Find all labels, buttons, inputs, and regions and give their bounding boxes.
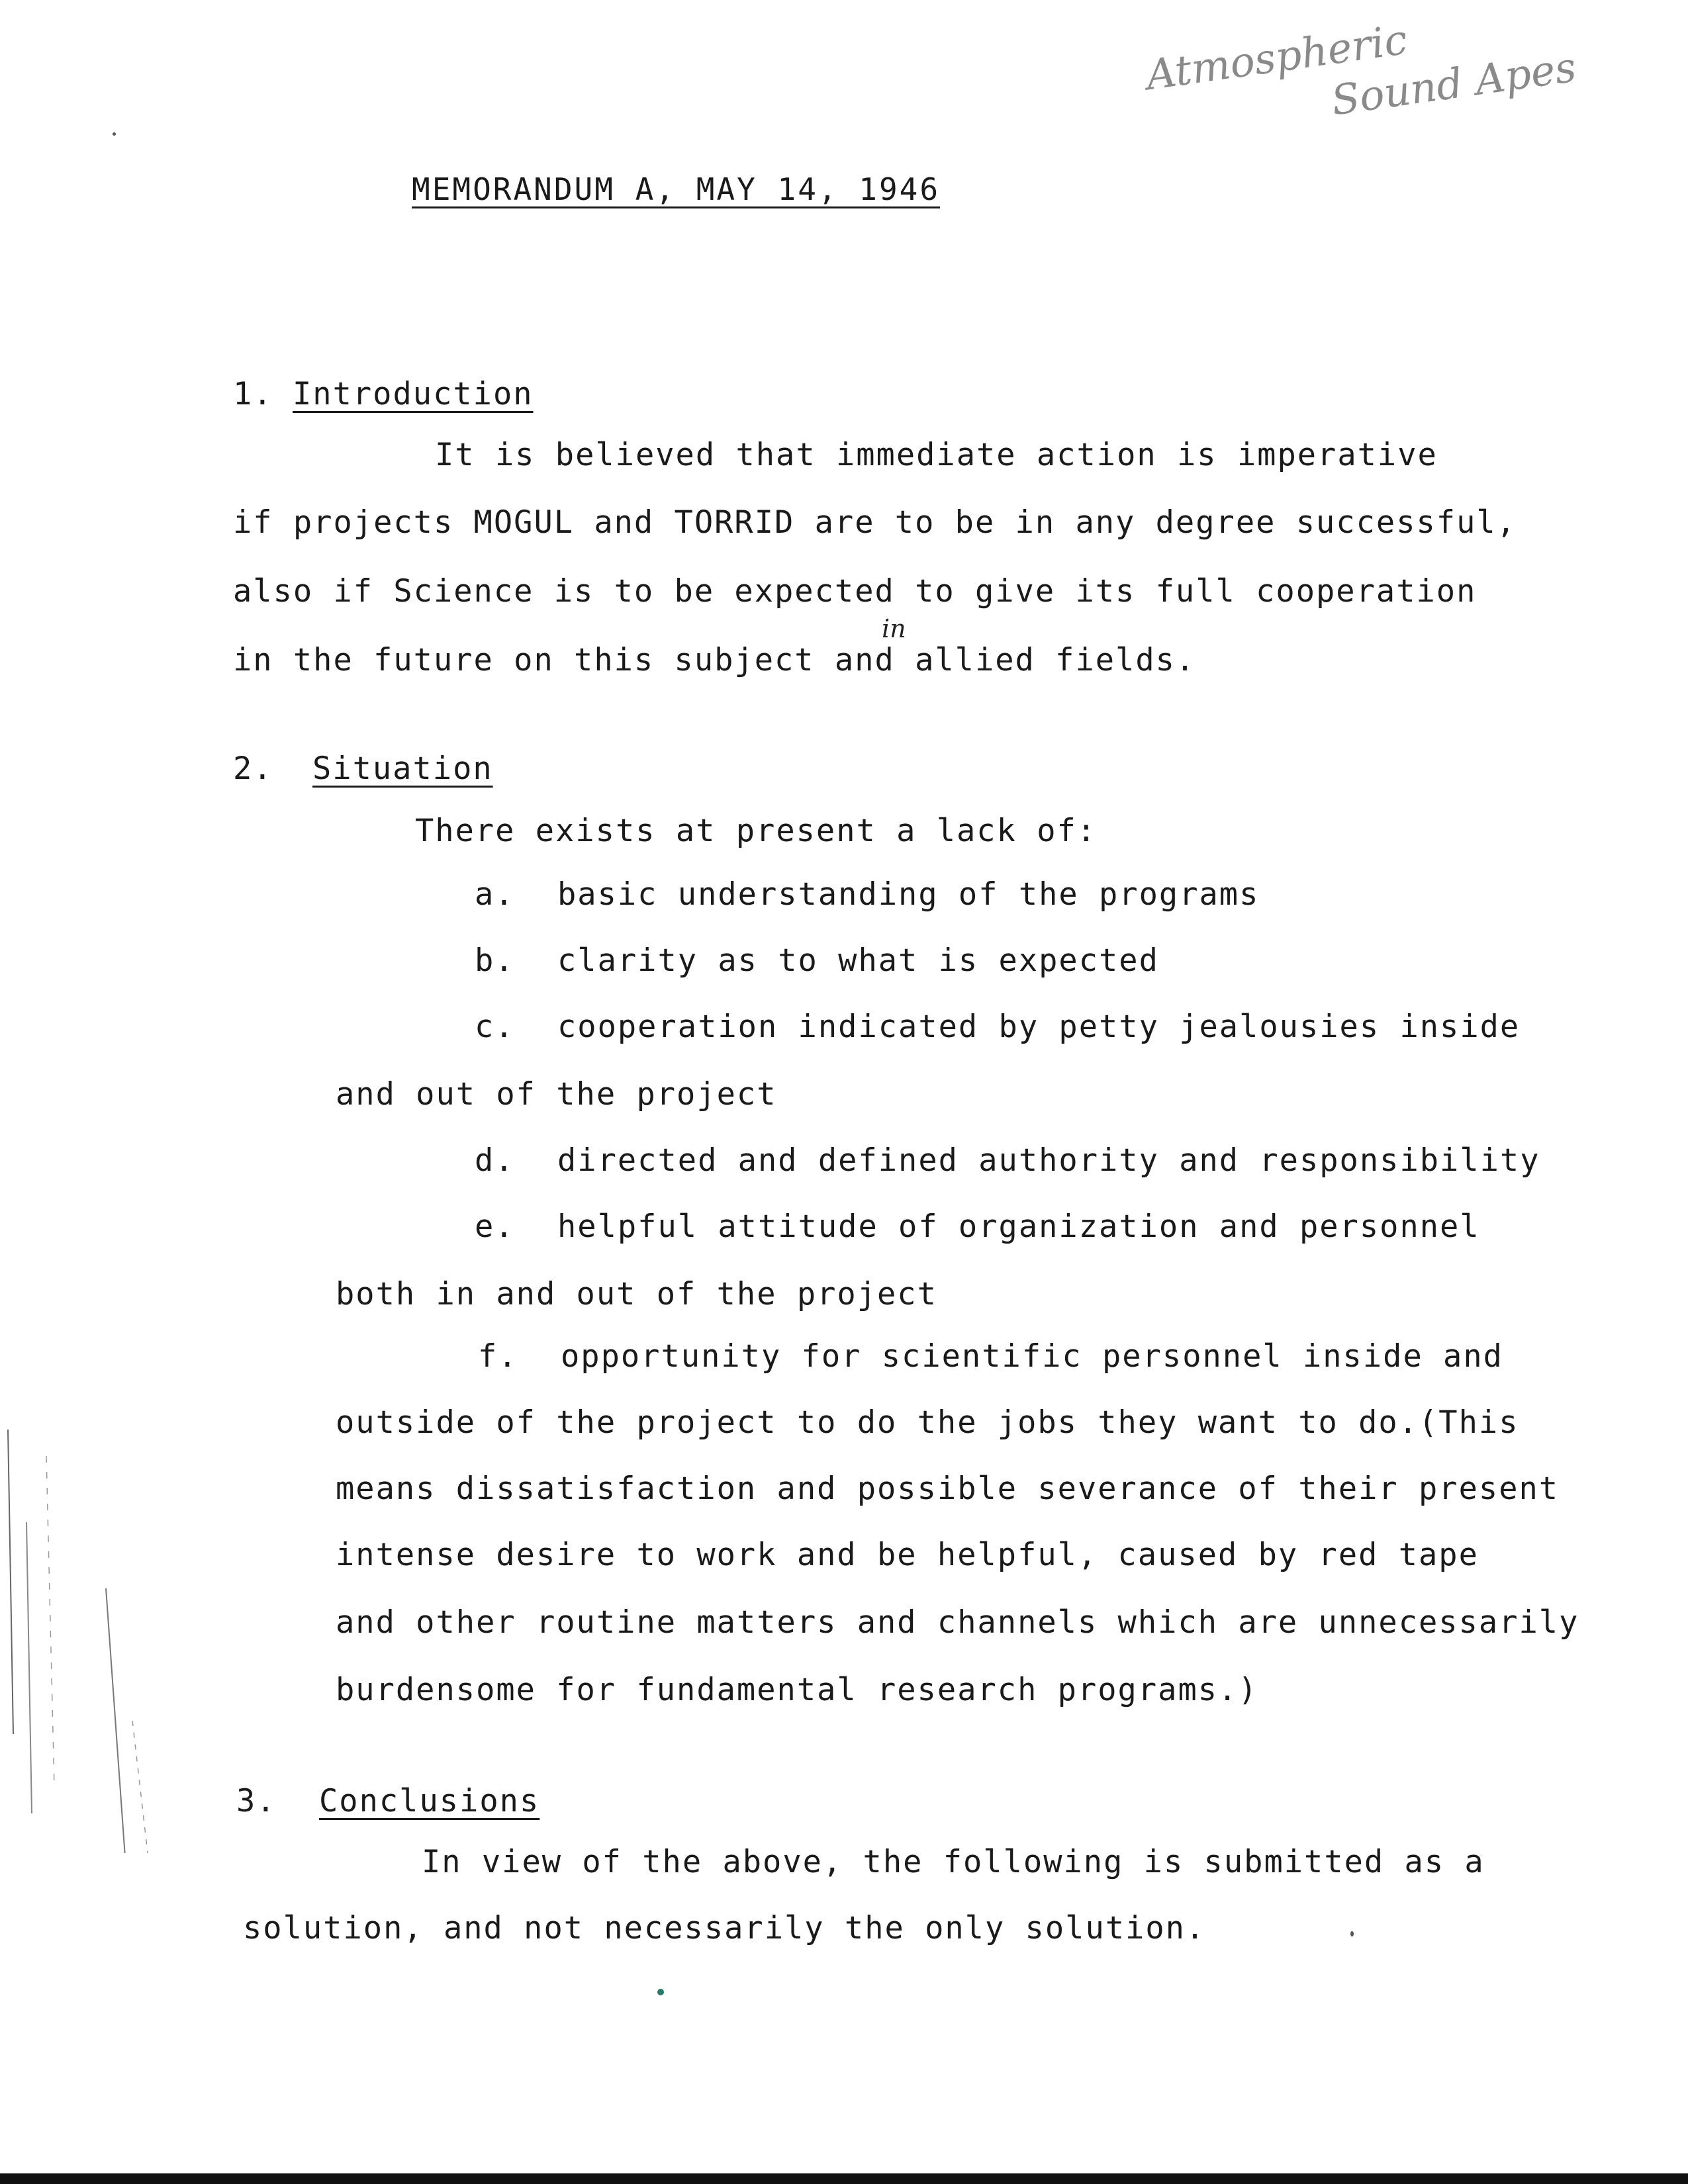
item-c-line-1: cooperation indicated by petty jealousies inside	[557, 1009, 1521, 1045]
section-1-number: 1.	[233, 376, 273, 412]
scan-speck	[657, 1989, 664, 1995]
scan-speck	[113, 132, 116, 136]
item-a-line-1: basic understanding of the programs	[557, 876, 1260, 913]
left-edge-scan-marks	[0, 1390, 172, 1853]
item-f-line-2: outside of the project to do the jobs they want to do.(This	[336, 1404, 1519, 1441]
item-f-line-6: burdensome for fundamental research programs.)	[336, 1672, 1258, 1708]
item-d-label: d.	[475, 1142, 515, 1179]
item-b-label: b.	[475, 942, 515, 979]
section-3-line-1: In view of the above, the following is submitted as a	[422, 1844, 1485, 1880]
item-c-label: c.	[475, 1009, 515, 1045]
item-f-label: f.	[478, 1338, 518, 1375]
insertion-mark: in	[882, 614, 906, 643]
section-1-heading: Introduction	[293, 376, 534, 412]
scan-speck	[1350, 1931, 1354, 1936]
item-f-line-4: intense desire to work and be helpful, caused by red tape	[336, 1537, 1479, 1573]
section-3-number: 3.	[236, 1783, 277, 1819]
section-1-line-3: also if Science is to be expected to give its full cooperation	[233, 573, 1477, 610]
item-e-label: e.	[475, 1208, 515, 1245]
item-f-line-3: means dissatisfaction and possible severance of their present	[336, 1471, 1560, 1507]
section-1-line-4: in the future on this subject and allied fields.	[233, 642, 1196, 678]
item-e-line-1: helpful attitude of organization and personnel	[557, 1208, 1480, 1245]
item-b-line-1: clarity as to what is expected	[557, 942, 1159, 979]
section-1-line-2: if projects MOGUL and TORRID are to be in any degree successful,	[233, 504, 1517, 541]
section-2-heading: Situation	[312, 751, 493, 787]
item-c-line-2: and out of the project	[336, 1076, 777, 1113]
section-2-number: 2.	[233, 751, 273, 787]
section-3-line-2: solution, and not necessarily the only solution.	[243, 1910, 1206, 1946]
item-f-line-5: and other routine matters and channels which are unnecessarily	[336, 1604, 1579, 1641]
item-a-label: a.	[475, 876, 515, 913]
section-3-heading: Conclusions	[319, 1783, 540, 1819]
item-d-line-1: directed and defined authority and responsibility	[557, 1142, 1540, 1179]
memo-title: MEMORANDUM A, MAY 14, 1946	[412, 171, 941, 207]
section-2-intro: There exists at present a lack of:	[415, 813, 1098, 849]
section-1-line-1: It is believed that immediate action is imperative	[435, 437, 1438, 473]
handwritten-note-line-1: Atmospheric	[1143, 15, 1411, 100]
item-f-line-1: opportunity for scientific personnel inside and	[561, 1338, 1503, 1375]
handwritten-note-line-2: Sound Apes	[1328, 42, 1579, 125]
scan-bottom-edge	[0, 2173, 1688, 2184]
item-e-line-2: both in and out of the project	[336, 1276, 937, 1312]
